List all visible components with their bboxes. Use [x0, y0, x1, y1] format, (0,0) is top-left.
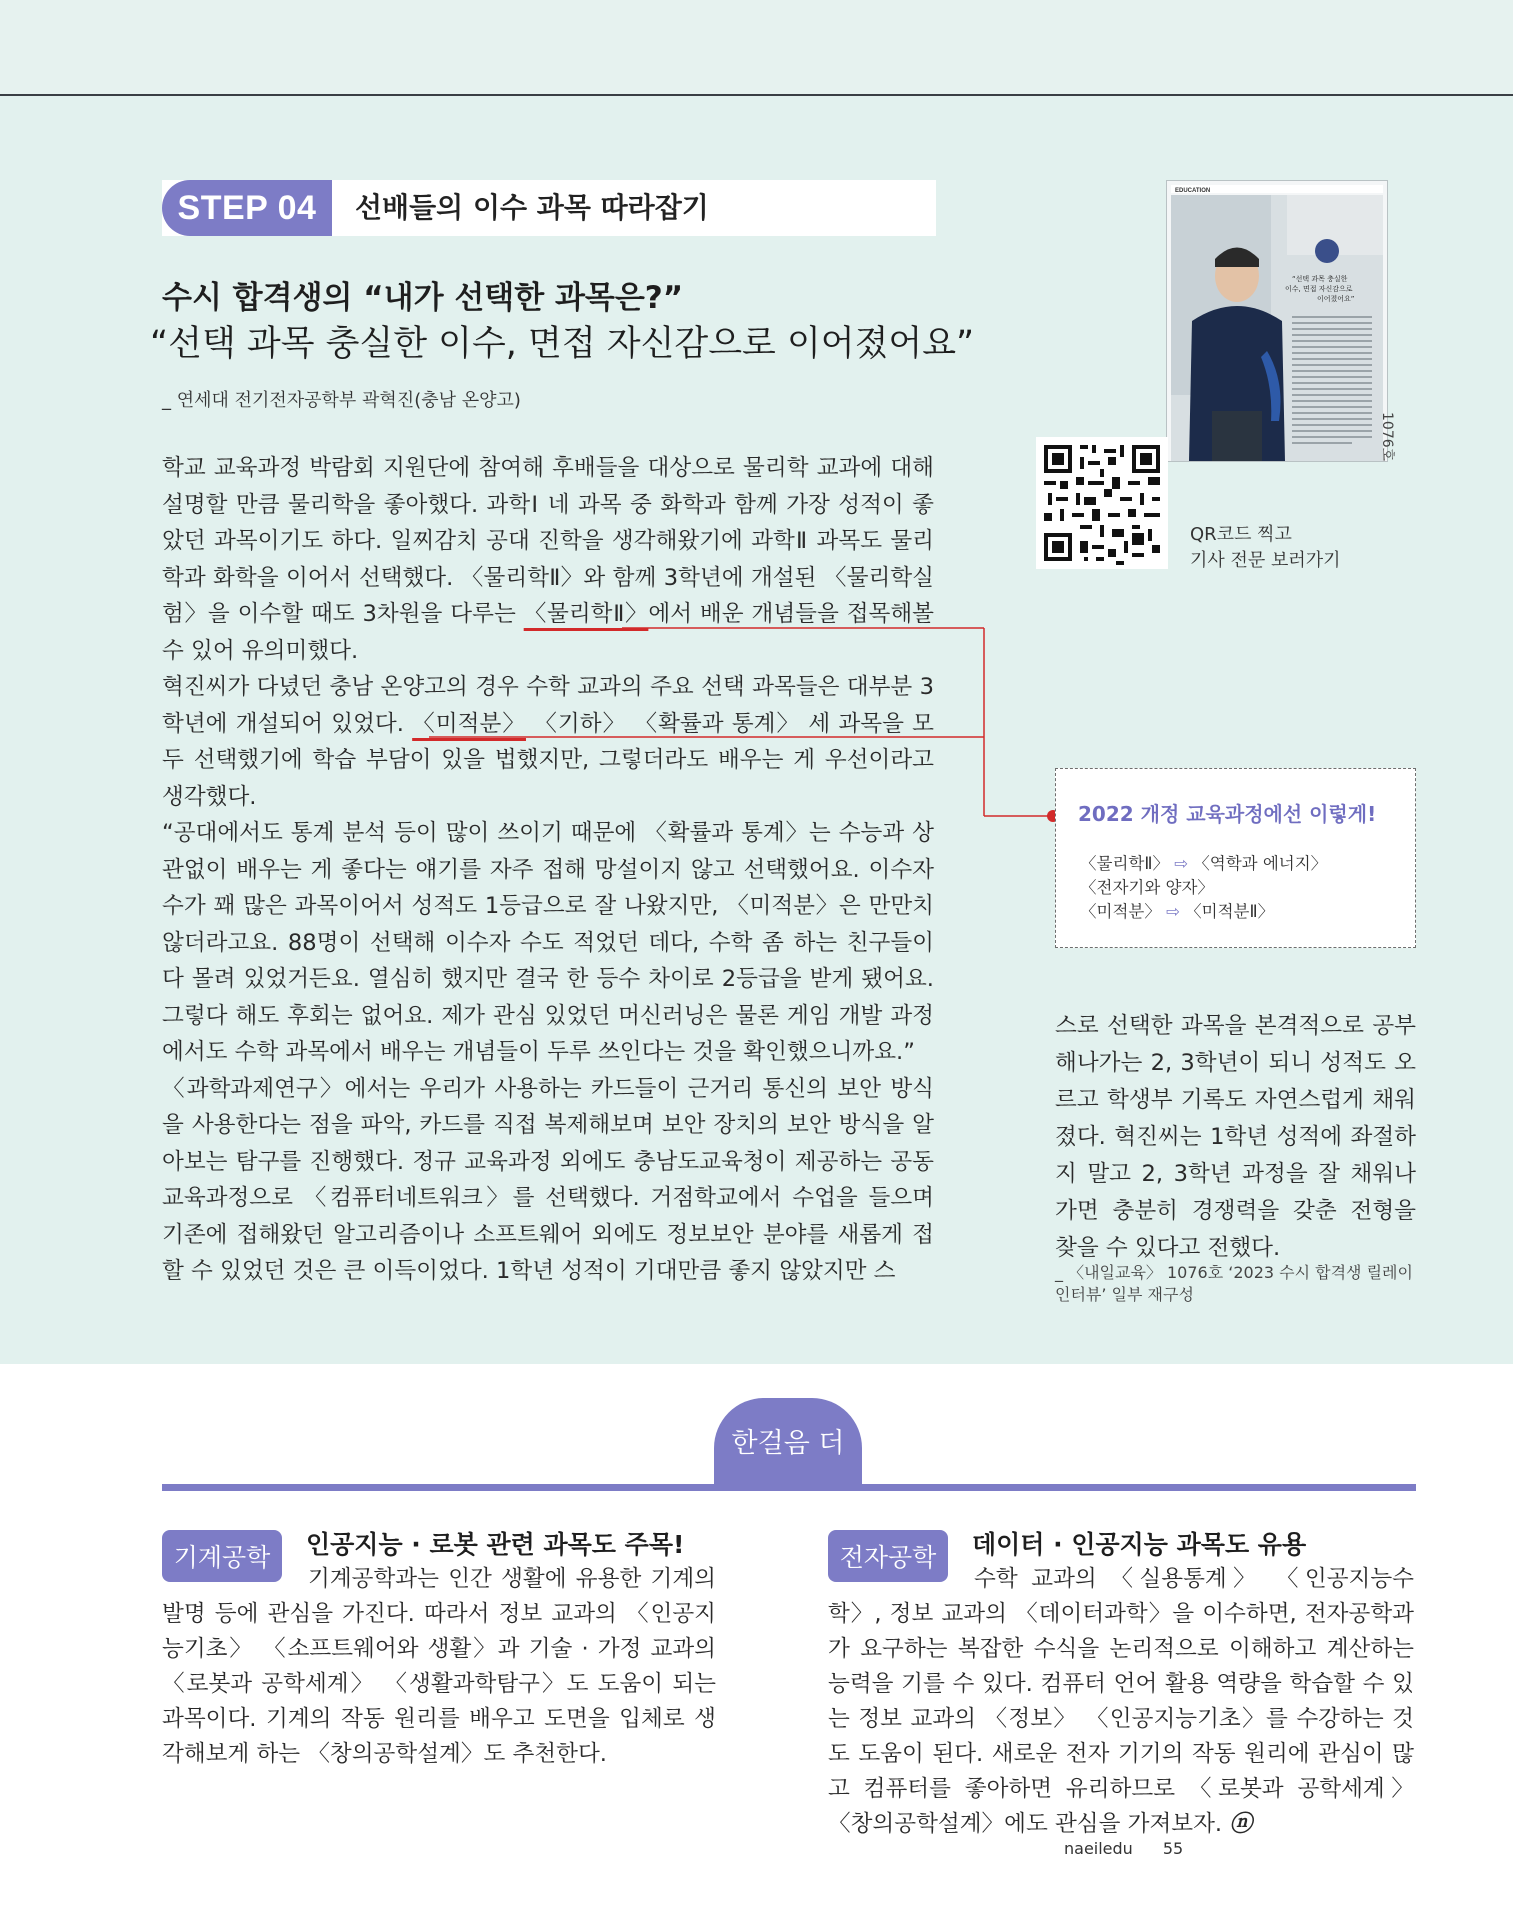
page-footer — [1064, 1839, 1183, 1858]
text-run: 에서 배운 개념들을 접목해볼 수 있어 유의미했다. — [162, 601, 934, 664]
text-run: “공대에서도 통계 분석 등이 많이 쓰이기 때문에 〈확률과 통계〉는 수능과 상관없이 배우는 게 좋다는 얘기를 자주 접해 망설이지 않고 선택했어요. 이수자 수가 꽤 많은 과목이어서 성적도 1등급으로 잘 나왔지만, 〈미적분〉은 만만치 않더라고요. 88명이 선택해 이수자 수도 적었던 데다, 수학 좀 하는 친구들이 다 몰려 있었거든요. 열심히 했지만 결국 한 등수 차이로 2등급을 받게 됐어요. 그렇다 해도 후회는 없어요. 제가 관심 있었던 머신러닝은 물론 게임 개발 과정에서도 수학 과목에서 배우는 개념들이 두루 쓰인다는 것을 확인했으니까요.” — [162, 820, 934, 1065]
text-run: 학교 교육과정 박람회 지원단에 참여해 후배들을 대상으로 물리학 교과에 대해 설명할 만큼 물리학을 좋아했다. 과학Ⅰ 네 과목 중 화학과 함께 가장 성적이 좋았던 과목이기도 하다. 일찌감치 공대 진학을 생각해왔기에 과학Ⅱ 과목도 물리학과 화학을 이어서 선택했다. 〈물리학Ⅱ〉와 함께 3학년에 개설된 〈물리학실험〉을 이수할 때도 3차원을 다루는 — [162, 455, 934, 627]
issue-number: 1076호 — [1379, 412, 1395, 462]
step-title: 선배들의 이수 과목 따라잡기 — [355, 191, 709, 224]
article-source: _ 〈내일교육〉 1076호 ‘2023 수시 합격생 릴레이 인터뷰’ 일부 재구성 — [1055, 1263, 1413, 1304]
note-title: 2022 개정 교육과정에선 이렇게! — [1078, 802, 1377, 826]
headline-main: “선택 과목 충실한 이수, 면접 자신감으로 이어졌어요” — [150, 324, 975, 364]
more-section-label: 한걸음 더 — [731, 1428, 845, 1459]
qr-caption-line: 기사 전문 보러가기 — [1190, 550, 1341, 571]
cover-header: EDUCATION — [1175, 188, 1211, 194]
arrow-right-icon: ⇨ — [1166, 902, 1180, 921]
end-mark-icon: ⓝ — [1229, 1811, 1252, 1837]
note-items — [1080, 852, 1327, 924]
mechanical-title: 인공지능 · 로봇 관련 과목도 주목! — [306, 1530, 685, 1559]
text-run: 〈과학과제연구〉에서는 우리가 사용하는 카드들이 근거리 통신의 보안 방식을 사용한다는 점을 파악, 카드를 직접 복제해보며 보안 장치의 보안 방식을 알아보는 탐구를 진행했다. 정규 교육과정 외에도 충남도교육청이 제공하는 공동 교육과정으로 〈컴퓨터네트워크〉를 선택했다. 거점학교에서 수업을 들으며 기존에 접해왔던 알고리즘이나 소프트웨어 외에도 정보보안 분야를 새롭게 접할 수 있었던 것은 큰 이득이었다. 1학년 성적이 기대만큼 좋지 않았지만 스 — [162, 1075, 934, 1284]
cover-quote-3: 이어졌어요” — [1317, 295, 1355, 303]
step-label: STEP 04 — [162, 180, 332, 236]
headline-kicker: 수시 합격생의 “내가 선택한 과목은?” — [162, 280, 684, 316]
electronic-text-body: 수학 교과의 〈실용통계〉 〈인공지능수학〉, 정보 교과의 〈데이터과학〉을 이수하면, 전자공학과가 요구하는 복잡한 수식을 논리적으로 이해하고 계산하는 능력을 기를 수 있다. 컴퓨터 언어 활용 역량을 학습할 수 있는 정보 교과의 〈정보〉 〈인공지능기초〉를 수강하는 것도 도움이 된다. 새로운 전자 기기의 작동 원리에 관심이 많고 컴퓨터를 좋아하면 유리하므로 〈로봇과 공학세계〉 〈창의공학설계〉에도 관심을 가져보자. — [828, 1566, 1414, 1837]
cover-quote-1: “선택 과목 충실한 — [1292, 275, 1348, 283]
article-continuation: 스로 선택한 과목을 본격적으로 공부해나가는 2, 3학년이 되니 성적도 오르고 학생부 기록도 자연스럽게 채워졌다. 혁진씨는 1학년 성적에 좌절하지 말고 2, 3학년 과정을 잘 채워나가면 충분히 경쟁력을 갖춘 전형을 찾을 수 있다고 전했다. — [1055, 1013, 1416, 1261]
note-item: 〈물리학Ⅱ〉 ⇨ 〈역학과 에너지〉 — [1080, 854, 1328, 873]
cover-quote-2: 이수, 면접 자신감으로 — [1285, 285, 1353, 293]
text-run: 혁진씨가 다녔던 충남 온양고의 경우 수학 교과의 주요 선택 과목들은 대부분 3학년에 개설되어 있었다. — [162, 674, 934, 737]
highlight-physics2: 〈물리학Ⅱ〉 — [523, 601, 649, 627]
more-section-rule — [162, 1484, 1416, 1491]
electronic-title: 데이터 · 인공지능 과목도 유용 — [972, 1530, 1307, 1559]
highlight-calculus: 〈미적분〉 — [412, 710, 526, 737]
byline: _ 연세대 전기전자공학부 곽혁진(충남 온양고) — [162, 390, 521, 411]
note-item: 〈전자기와 양자〉 — [1080, 878, 1214, 897]
arrow-right-icon: ⇨ — [1174, 854, 1189, 873]
electronic-text — [828, 1562, 1414, 1842]
text-run: 〈기하〉 〈확률과 통계〉 세 과목을 모두 선택했기에 학습 부담이 있을 법했지만, 그렇더라도 배우는 게 우선이라고 생각했다. — [162, 710, 935, 810]
page-number: 55 — [1162, 1839, 1184, 1858]
footer-brand: naeiledu — [1064, 1839, 1133, 1858]
tag-electronic: 전자공학 — [828, 1530, 948, 1582]
note-item: 〈미적분〉 ⇨ 〈미적분Ⅱ〉 — [1080, 902, 1275, 921]
tag-mechanical: 기계공학 — [162, 1530, 282, 1582]
qr-caption-line: QR코드 찍고 — [1190, 524, 1292, 545]
mechanical-text: 기계공학과는 인간 생활에 유용한 기계의 발명 등에 관심을 가진다. 따라서 정보 교과의 〈인공지능기초〉 〈소프트웨어와 생활〉과 기술 · 가정 교과의 〈로봇과 공학세계〉 〈생활과학탐구〉도 도움이 되는 과목이다. 기계의 작동 원리를 배우고 도면을 입체로 생각해보게 하는 〈창의공학설계〉도 추천한다. — [162, 1566, 716, 1767]
